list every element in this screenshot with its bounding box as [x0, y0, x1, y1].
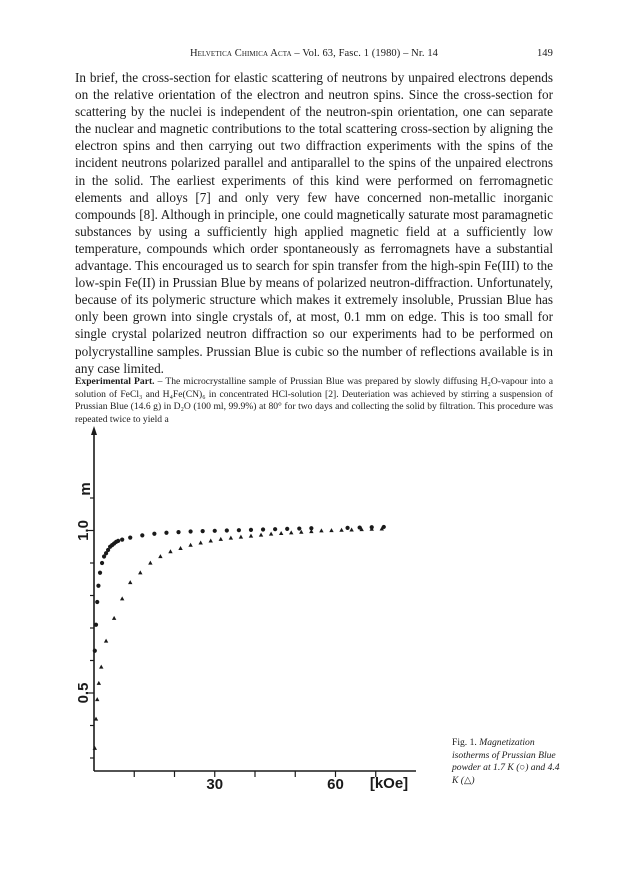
data-point-4.4K [259, 533, 263, 537]
experimental-text: – The microcrystalline sample of Prussian Blue was prepared by slowly diffusing H₂O-vapour into a solution of FeCl₃ and H₄Fe(CN)₆ in concentrated HCl-solution [2]. Deuteriation was achieved by stirring a suspension of Prussian Blue (14.6 g) in D₂O (100 ml, 99.9%) at 80° for two days and collecting the solid by filtration. This procedure was repeated twice to yield a [75, 376, 553, 425]
data-point-4.4K [148, 561, 152, 565]
figure-caption-label: Fig. 1. [452, 737, 477, 748]
data-point-1.7K [261, 527, 265, 531]
data-point-1.7K [116, 539, 120, 543]
page-number: 149 [536, 48, 553, 59]
y-tick-label: 1.0 [75, 520, 92, 541]
data-point-4.4K [198, 540, 202, 544]
y-axis-unit: m [77, 482, 94, 496]
data-point-4.4K [309, 529, 313, 533]
data-point-4.4K [97, 681, 101, 685]
data-point-4.4K [249, 534, 253, 538]
data-point-4.4K [104, 639, 108, 643]
body-paragraph: In brief, the cross-section for elastic scattering of neutrons by unpaired electrons depends on the relative orientation of the electron and neutron spins. Since the cross-section for scattering by the nuclei is independent of the neutron-spin orientation, one can separate the nuclear and magnetic contributions to the total scattering cross-section by aligning the electron spins and then carrying out two diffraction experiments with the spins of the incident neutrons polarized parallel and antiparallel to the spins of the unpaired electrons in the solid. The earliest experiments of this kind were performed on ferromagnetic elements and alloys [7] and only very few have concerned non-metallic inorganic compounds [8]. Although in principle, one could magnetically saturate most paramagnetic substances by using a sufficiently high applied magnetic field at a sufficiently low temperature, compounds which order spontaneously as ferromagnets have a substantial advantage. This encouraged us to search for spin transfer from the high-spin Fe(III) to the low-spin Fe(II) in Prussian Blue by means of polarized neutron-diffraction. Unfortunately, because of its polymeric structure which makes it extremely insoluble, Prussian Blue has only been grown into single crystals of, at most, 0.1 mm on edge. This is too small for single crystal polarized neutron diffraction so our experiments had to be performed on polycrystalline samples. Prussian Blue is cubic so the number of reflections available is in any case limited. [75, 70, 553, 376]
figure-caption [452, 737, 562, 787]
data-point-4.4K [158, 554, 162, 558]
data-point-4.4K [329, 528, 333, 532]
data-point-1.7K [297, 526, 301, 530]
data-point-4.4K [168, 549, 172, 553]
data-point-4.4K [178, 546, 182, 550]
figure-marks [93, 525, 386, 750]
data-point-1.7K [93, 649, 97, 653]
data-point-4.4K [112, 616, 116, 620]
y-tick-label: 0.5 [75, 682, 92, 704]
data-point-1.7K [249, 528, 253, 532]
data-point-4.4K [95, 697, 99, 701]
figure-caption-title: Magnetization isotherms of Prussian Blue powder at 1.7 K (○) and 4.4 K (△) [452, 737, 560, 786]
data-point-1.7K [237, 528, 241, 532]
x-axis-unit: [kOe] [369, 775, 409, 792]
data-point-4.4K [99, 665, 103, 669]
data-point-1.7K [98, 571, 102, 575]
data-point-1.7K [273, 527, 277, 531]
figure-axes [75, 426, 416, 793]
data-point-1.7K [213, 529, 217, 533]
data-point-1.7K [94, 623, 98, 627]
y-axis-arrow [91, 426, 97, 435]
data-point-4.4K [219, 537, 223, 541]
data-point-1.7K [176, 530, 180, 534]
data-point-4.4K [128, 580, 132, 584]
data-point-1.7K [120, 538, 124, 542]
x-tick-label: 60 [327, 776, 344, 793]
data-point-1.7K [201, 529, 205, 533]
journal-issue: Vol. 63, Fasc. 1 (1980) – Nr. 14 [302, 48, 439, 59]
data-point-1.7K [189, 529, 193, 533]
data-point-1.7K [285, 527, 289, 531]
data-point-4.4K [138, 570, 142, 574]
data-point-1.7K [345, 526, 349, 530]
data-point-4.4K [188, 543, 192, 547]
x-tick-label: 30 [206, 776, 224, 793]
data-point-1.7K [164, 531, 168, 535]
data-point-1.7K [140, 533, 144, 537]
data-point-4.4K [209, 539, 213, 543]
data-point-1.7K [152, 532, 156, 536]
experimental-heading: Experimental Part. [75, 376, 155, 387]
data-point-4.4K [239, 535, 243, 539]
data-point-4.4K [120, 596, 124, 600]
data-point-4.4K [319, 528, 323, 532]
data-point-4.4K [349, 527, 353, 531]
data-point-1.7K [225, 528, 229, 532]
data-point-4.4K [269, 532, 273, 536]
data-point-4.4K [339, 528, 343, 532]
journal-citation: Helvetica Chimica Acta – Vol. 63, Fasc. 1 (1980) – Nr. 14 [189, 48, 439, 59]
journal-name: Helvetica Chimica Acta [189, 48, 292, 59]
data-point-4.4K [229, 536, 233, 540]
data-point-1.7K [95, 600, 99, 604]
data-point-4.4K [279, 531, 283, 535]
data-point-1.7K [128, 536, 132, 540]
data-point-1.7K [96, 584, 100, 588]
data-point-4.4K [289, 530, 293, 534]
data-point-1.7K [100, 561, 104, 565]
